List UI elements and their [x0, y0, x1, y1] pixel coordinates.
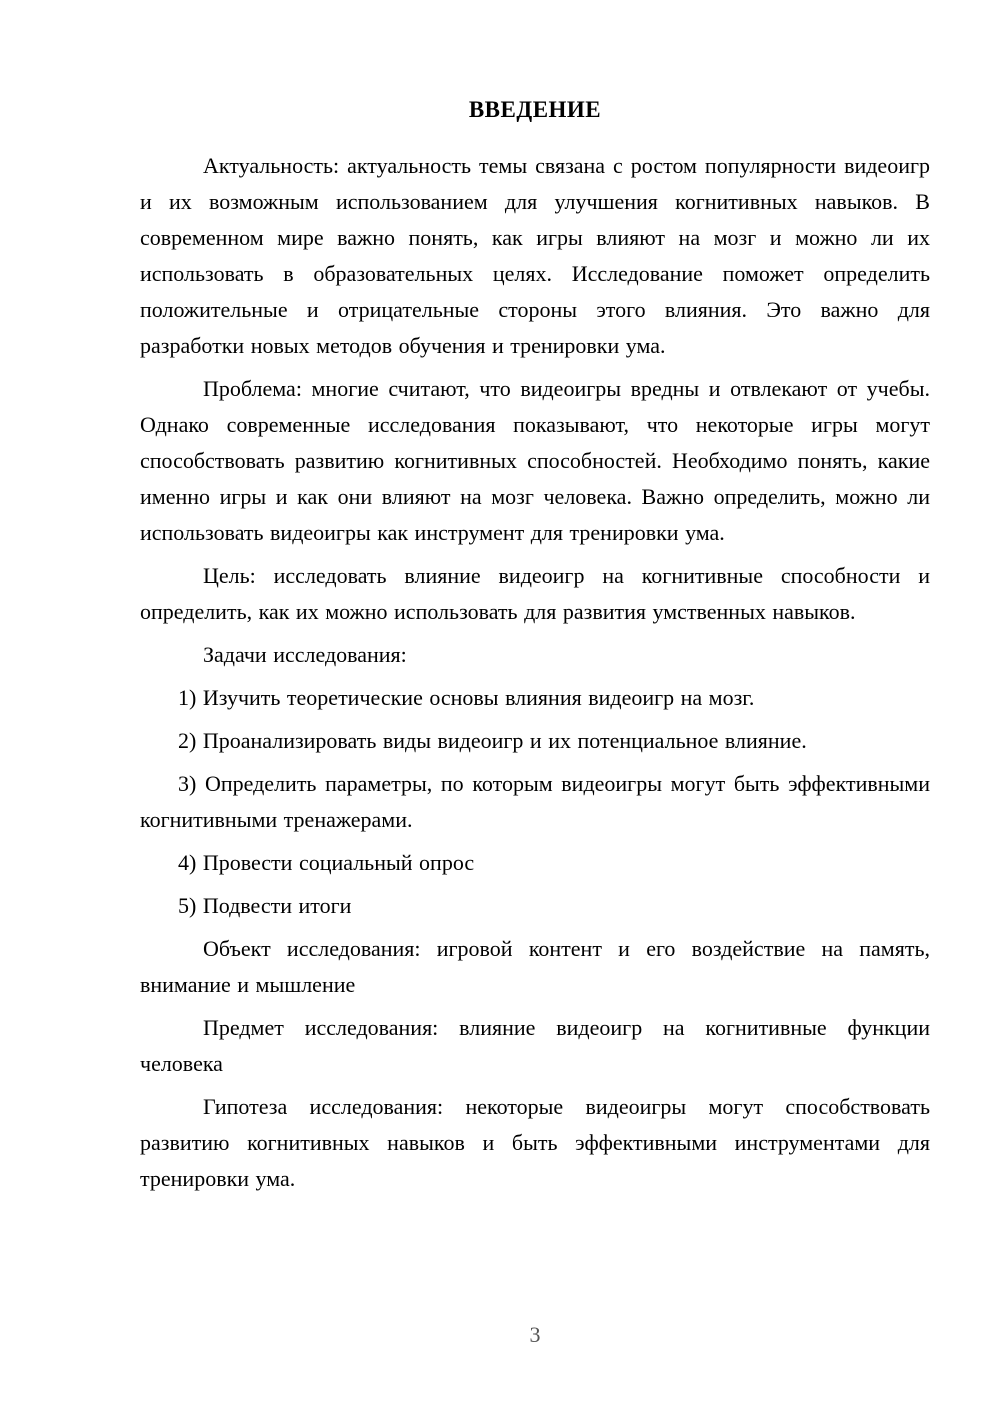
task-item-1: 1) Изучить теоретические основы влияния видеоигр на мозг. [178, 685, 755, 710]
paragraph-object: Объект исследования: игровой контент и его воздействие на память, внимание и мышление [140, 936, 930, 997]
task-item-4: 4) Провести социальный опрос [178, 850, 475, 875]
task-item-5: 5) Подвести итоги [178, 893, 352, 918]
task-item-2: 2) Проанализировать виды видеоигр и их потенциальное влияние. [178, 728, 807, 753]
paragraph-subject: Предмет исследования: влияние видеоигр на когнитивные функции человека [140, 1015, 930, 1076]
tasks-heading: Задачи исследования: [203, 642, 407, 667]
section-title: ВВЕДЕНИЕ [468, 97, 602, 122]
paragraph-problem: Проблема: многие считают, что видеоигры вредны и отвлекают от учебы. Однако современные исследования показывают, что некоторые игры могут способствовать развитию когнитивных способностей. Необходимо понять, какие именно игры и как они влияют на мозг человека. Важно определить, можно ли использовать видеоигры как инструмент для тренировки ума. [140, 376, 930, 545]
paragraph-relevance: Актуальность: актуальность темы связана с ростом популярности видеоигр и их возможным использованием для улучшения когнитивных навыков. В современном мире важно понять, как игры влияют на мозг и можно ли их использовать в образовательных целях. Исследование поможет определить положительные и отрицательные стороны этого влияния. Это важно для разработки новых методов обучения и тренировки ума. [140, 153, 930, 358]
task-item-3: 3) Определить параметры, по которым видеоигры могут быть эффективными когнитивными тренажерами. [140, 771, 930, 832]
paragraph-goal: Цель: исследовать влияние видеоигр на когнитивные способности и определить, как их можно использовать для развития умственных навыков. [140, 563, 930, 624]
page-number: 3 [529, 1322, 541, 1347]
paragraph-hypothesis: Гипотеза исследования: некоторые видеоигры могут способствовать развитию когнитивных навыков и быть эффективными инструментами для тренировки ума. [140, 1094, 930, 1191]
